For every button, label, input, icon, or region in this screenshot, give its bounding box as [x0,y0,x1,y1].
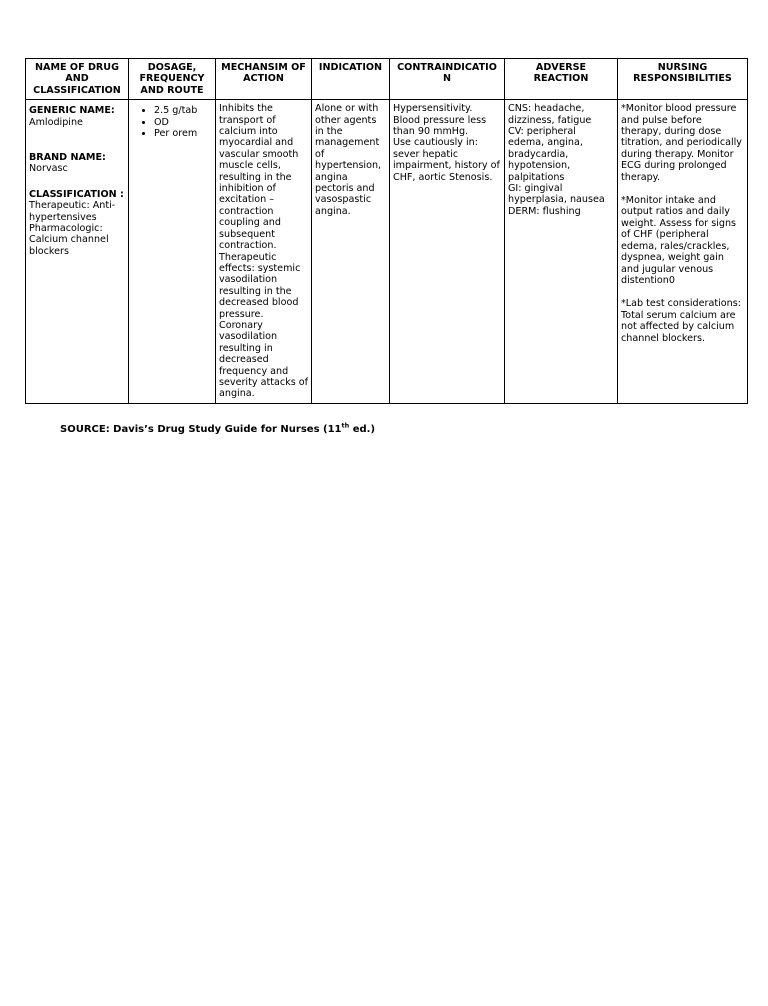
list-item: • Per orem [154,128,212,139]
list-item: • 2.5 g/tab [154,105,212,116]
cell-contraindication [390,100,505,404]
cell-dosage [129,100,216,404]
cell-mechanism: Inhibits the transport of calcium into myocardial and vascular smooth muscle cells, resulting in the inhibition of excitation – contraction coupling and subsequent contraction. Therapeutic effects: systemic vasodilation resulting in the decreased blood pressure. Coronary vasodilation resulting in decreased frequency and severity attacks of angina. [216,100,312,404]
source-suffix: ed.) [349,424,376,435]
header-row [26,59,748,100]
cell-indication: Alone or with other agents in the management of hypertension, angina pectoris and vasospastic angina. [312,100,390,404]
adverse-derm: DERM: flushing [508,205,581,217]
adverse-gi: GI: gingival hyperplasia, nausea [508,183,605,206]
nursing-item-1: *Monitor blood pressure and pulse before therapy, during dose titration, and periodically during therapy. Monitor ECG during prolonged therapy. [621,103,742,183]
adverse-cns: CNS: headache, dizziness, fatigue [508,103,592,126]
classification-label: CLASSIFICATION : [29,188,124,200]
table-row [26,100,748,404]
classification-therapeutic: Therapeutic: Anti-hypertensives [29,200,116,223]
contraindication-caution: Use cautiously in: sever hepatic impairment, history of CHF, aortic Stenosis. [393,137,500,183]
cell-adverse-reaction [505,100,618,404]
header-contraindication: CONTRAINDICATIO N [390,59,505,100]
header-mechanism: MECHANSIM OF ACTION [216,59,312,100]
generic-name-value: Amlodipine [29,116,83,128]
brand-name-value: Norvasc [29,163,68,175]
source-superscript: th [341,421,350,430]
drug-study-table [25,58,748,404]
dosage-list [132,105,212,139]
classification-pharmacologic: Pharmacologic: Calcium channel blockers [29,223,109,257]
header-adverse-reaction: ADVERSE REACTION [505,59,618,100]
cell-nursing-responsibilities [618,100,748,404]
source-citation [60,421,376,435]
contraindication-line: Hypersensitivity. Blood pressure less than 90 mmHg. [393,103,487,138]
nursing-item-3: *Lab test considerations: Total serum calcium are not affected by calcium channel blockers. [621,298,741,344]
header-nursing-responsibilities: NURSING RESPONSIBILITIES [618,59,748,100]
generic-name-label: GENERIC NAME: [29,105,115,117]
brand-name-label: BRAND NAME: [29,152,106,164]
nursing-item-2: *Monitor intake and output ratios and daily weight. Assess for signs of CHF (peripheral edema, rales/crackles, dyspnea, weight gain and jugular venous distention0 [621,195,737,286]
cell-drug-name [26,100,129,404]
list-item: • OD [154,117,212,128]
header-indication: INDICATION [312,59,390,100]
source-prefix: SOURCE: Davis’s Drug Study Guide for Nurses (11 [60,424,342,435]
adverse-cv: CV: peripheral edema, angina, bradycardia, hypotension, palpitations [508,126,583,183]
header-dosage: DOSAGE, FREQUENCY AND ROUTE [129,59,216,100]
header-name-classification: NAME OF DRUG AND CLASSIFICATION [26,59,129,100]
